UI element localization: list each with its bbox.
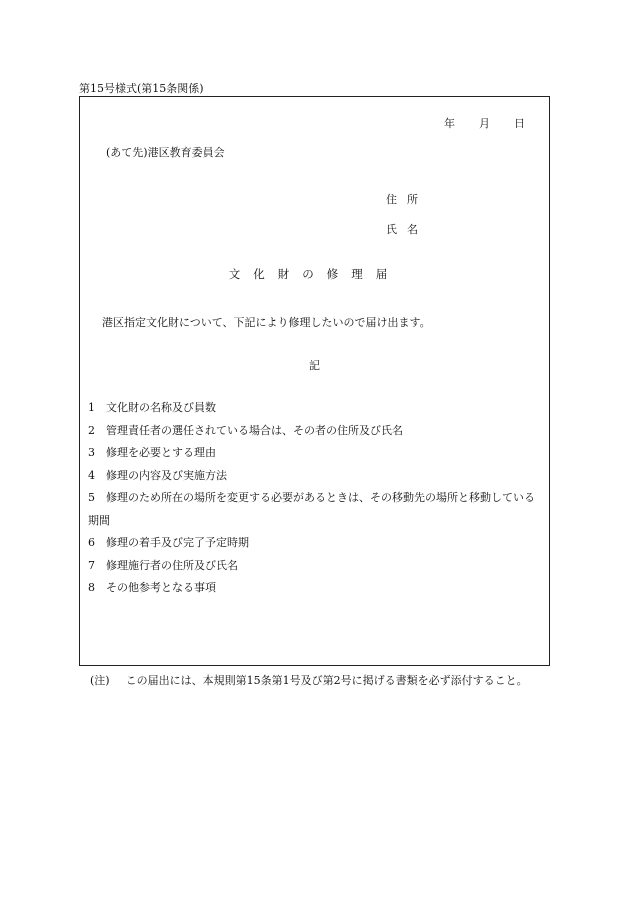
item-text: 修理の着手及び完了予定時期 <box>106 536 249 549</box>
footnote <box>90 672 528 688</box>
addressee: (あて先)港区教育委員会 <box>106 146 225 159</box>
item-list <box>88 397 540 600</box>
item-text: 修理の内容及び実施方法 <box>106 468 227 482</box>
month-label: 月 <box>479 117 490 130</box>
item-text: 文化財の名称及び員数 <box>106 401 216 414</box>
list-item <box>88 577 540 600</box>
form-number-label: 第15号様式(第15条関係) <box>79 82 204 95</box>
item-number: 2 <box>88 423 95 437</box>
date-line <box>444 115 525 131</box>
day-label: 日 <box>514 117 525 130</box>
item-number: 1 <box>88 401 95 414</box>
list-item <box>88 420 540 443</box>
name-label: 氏名 <box>386 223 428 236</box>
list-item <box>88 487 540 532</box>
list-item <box>88 442 540 465</box>
address-label: 住所 <box>386 193 428 206</box>
item-text: 修理のため所在の場所を変更する必要があるときは、その移動先の場所と移動している期間 <box>88 491 535 527</box>
item-text: その他参考となる事項 <box>106 581 216 594</box>
footnote-label: (注) <box>90 674 110 687</box>
list-item <box>88 397 540 420</box>
item-text: 管理責任者の選任されている場合は、その者の住所及び氏名 <box>106 423 403 437</box>
ki-heading: 記 <box>309 359 320 372</box>
item-number: 5 <box>88 491 95 504</box>
year-label: 年 <box>444 117 455 130</box>
list-item <box>88 532 540 555</box>
list-item <box>88 555 540 578</box>
item-text: 修理を必要とする理由 <box>106 446 216 459</box>
item-text: 修理施行者の住所及び氏名 <box>106 558 238 572</box>
item-number: 6 <box>88 536 95 549</box>
item-number: 3 <box>88 446 95 459</box>
intro-statement: 港区指定文化財について、下記により修理したいので届け出ます。 <box>102 316 431 329</box>
document-title: 文化財の修理届 <box>228 267 401 281</box>
form-frame <box>79 96 550 666</box>
footnote-text: この届出には、本規則第15条第1号及び第2号に掲げる書類を必ず添付すること。 <box>125 674 528 687</box>
item-number: 8 <box>88 581 95 594</box>
item-number: 4 <box>88 468 95 482</box>
item-number: 7 <box>88 558 95 572</box>
list-item <box>88 465 540 488</box>
